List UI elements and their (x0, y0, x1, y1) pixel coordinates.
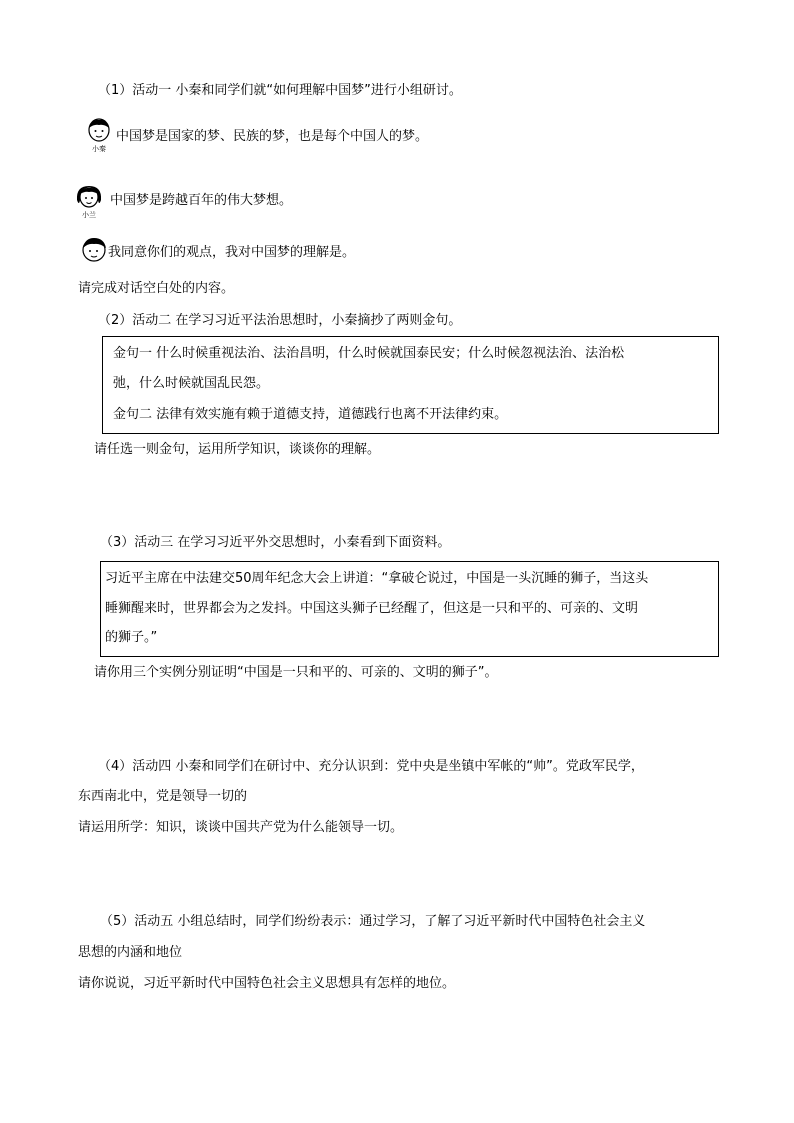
material-line2: 睡狮醒来时，世界都会为之发抖。中国这头狮子已经醒了，但这是一只和平的、可亲的、文明 (105, 601, 639, 616)
material-line1: 习近平主席在中法建交50周年纪念大会上讲道：“拿破仑说过，中国是一头沉睡的狮子，当这头 (105, 571, 649, 586)
xiaolan-dialogue: 中国梦是跨越百年的伟大梦想。 (110, 193, 293, 208)
third-student-avatar (80, 236, 110, 270)
third-student-dialogue: 我同意你们的观点，我对中国梦的理解是。 (108, 245, 356, 260)
activity1-prompt: 请完成对话空白处的内容。 (78, 281, 235, 296)
activity2-heading: （2）活动二 在学习习近平法治思想时，小秦摘抄了两则金句。 (98, 313, 462, 328)
quote2: 金句二 法律有效实施有赖于道德支持，道德践行也离不开法律约束。 (113, 407, 508, 422)
activity5-heading-line2: 思想的内涵和地位 (78, 945, 183, 960)
quotes-box (102, 336, 719, 434)
quote1-line1: 金句一 什么时候重视法治、法治昌明，什么时候就国泰民安；什么时候忽视法治、法治松 (113, 346, 625, 361)
activity2-prompt: 请任选一则金句，运用所学知识，谈谈你的理解。 (94, 442, 381, 457)
activity4-heading-line1: （4）活动四 小秦和同学们在研讨中、充分认识到：党中央是坐镇中军帐的“帅”。党政军民学， (98, 759, 644, 774)
activity5-prompt: 请你说说，习近平新时代中国特色社会主义思想具有怎样的地位。 (78, 976, 456, 991)
activity4-heading-line2: 东西南北中，党是领导一切的 (78, 789, 248, 804)
activity5-heading-line1: （5）活动五 小组总结时，同学们纷纷表示：通过学习，了解了习近平新时代中国特色社会主义 (100, 914, 646, 929)
material-box (100, 561, 719, 657)
material-line3: 的狮子。” (105, 630, 158, 645)
student-face-icon (80, 236, 110, 270)
xiaolan-avatar (74, 184, 104, 218)
activity4-prompt: 请运用所学：知识，谈谈中国共产党为什么能领导一切。 (78, 820, 404, 835)
boy-face-icon (84, 118, 114, 152)
quote1-line2: 弛，什么时候就国乱民怨。 (113, 376, 270, 391)
xiaoqin-name-label: 小秦 (92, 145, 106, 152)
activity1-heading: （1）活动一 小秦和同学们就“如何理解中国梦”进行小组研讨。 (98, 83, 462, 98)
xiaoqin-avatar (84, 118, 114, 152)
activity3-prompt: 请你用三个实例分别证明“中国是一只和平的、可亲的、文明的狮子”。 (94, 665, 498, 680)
xiaoqin-dialogue: 中国梦是国家的梦、民族的梦，也是每个中国人的梦。 (116, 129, 429, 144)
xiaolan-name-label: 小兰 (82, 211, 96, 218)
activity3-heading: （3）活动三 在学习习近平外交思想时，小秦看到下面资料。 (100, 535, 451, 550)
girl-face-icon (74, 184, 104, 218)
